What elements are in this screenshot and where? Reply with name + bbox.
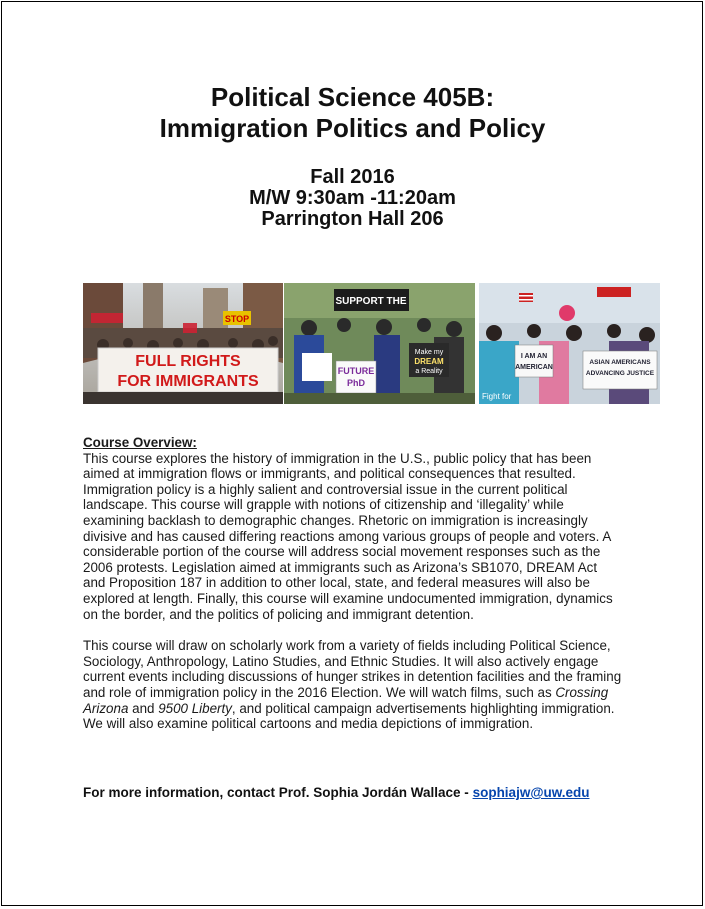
dream-sign-line3: a Reality	[415, 368, 443, 375]
future-sign-line2: PhD	[347, 378, 365, 388]
dream-sign-line2: DREAM	[414, 357, 444, 366]
para2-text-b: and	[128, 700, 159, 716]
course-schedule: M/W 9:30am -11:20am	[249, 187, 456, 209]
aaaj-sign-line2: ADVANCING JUSTICE	[585, 370, 655, 377]
para2-text-a: This course will draw on scholarly work from a variety of fields including Political Science, Sociology, Anthropology, Latino Studies, and Ethnic Studies. It will also actively engage current events including discussions of hunger strikes in detention facilities and the framing and role of immigration policy in the 2016 Election. We will watch films, such as	[83, 638, 622, 700]
overview-paragraph-1: This course explores the history of immigration in the U.S., public policy that has been aimed at immigration flows or immigrants, and political consequences that resulted. Immigration policy is a highly salient and controversial issue in the current political landscape. This course will grapple with notions of citizenship and ‘illegality’ while examining backlash to demographic changes. Rhetoric on immigration is increasingly divisive and has caused differing reactions among various groups of people and voters. A considerable portion of the course will address social movement responses such as the 2006 protests. Legislation aimed at immigrants such as Arizona’s SB1070, DREAM Act and Proposition 187 in addition to other local, state, and federal measures will also be explored at length. Finally, this course will examine undocumented immigration, dynamics on the border, and the politics of policing and immigrant detention.	[83, 450, 613, 622]
contact-line	[83, 785, 683, 800]
overview-heading: Course Overview:	[83, 435, 197, 450]
banner-line-2: FOR IMMIGRANTS	[117, 373, 259, 390]
support-banner: SUPPORT THE	[335, 296, 407, 307]
dream-sign-line1: Make my	[414, 349, 444, 356]
aaaj-sign-line1: ASIAN AMERICANS	[589, 359, 651, 366]
course-term: Fall 2016	[310, 166, 395, 188]
title-line-1: Political Science 405B:	[210, 82, 495, 112]
contact-email-link[interactable]: sophiajw@uw.edu	[472, 785, 590, 800]
course-overview	[83, 435, 623, 732]
para2-text-c: , and political campaign advertisements highlighting immigration. We will also examine political cartoons and media depictions of immigration.	[83, 700, 615, 732]
course-info	[0, 167, 705, 230]
american-sign-line1: I AM AN	[520, 353, 548, 360]
overview-paragraph-2	[83, 638, 623, 732]
banner-line-1: FULL RIGHTS	[135, 353, 241, 370]
title-line-2: Immigration Politics and Policy	[159, 113, 546, 143]
fight-sign-text: Fight for	[482, 392, 512, 401]
film-title-1: Crossing Arizona	[83, 684, 609, 716]
stop-sign-text: STOP	[224, 314, 250, 324]
film-title-2: 9500 Liberty	[158, 700, 232, 716]
contact-text: For more information, contact Prof. Sophia Jordán Wallace -	[83, 785, 473, 800]
page-title	[0, 82, 705, 144]
course-location: Parrington Hall 206	[261, 208, 444, 230]
american-sign-line2: AMERICAN	[515, 364, 553, 371]
photo-strip	[83, 283, 660, 404]
protest-photo-rally	[479, 283, 660, 404]
protest-photo-march	[83, 283, 283, 404]
future-sign-line1: FUTURE	[337, 366, 375, 376]
protest-photo-students	[284, 283, 475, 404]
